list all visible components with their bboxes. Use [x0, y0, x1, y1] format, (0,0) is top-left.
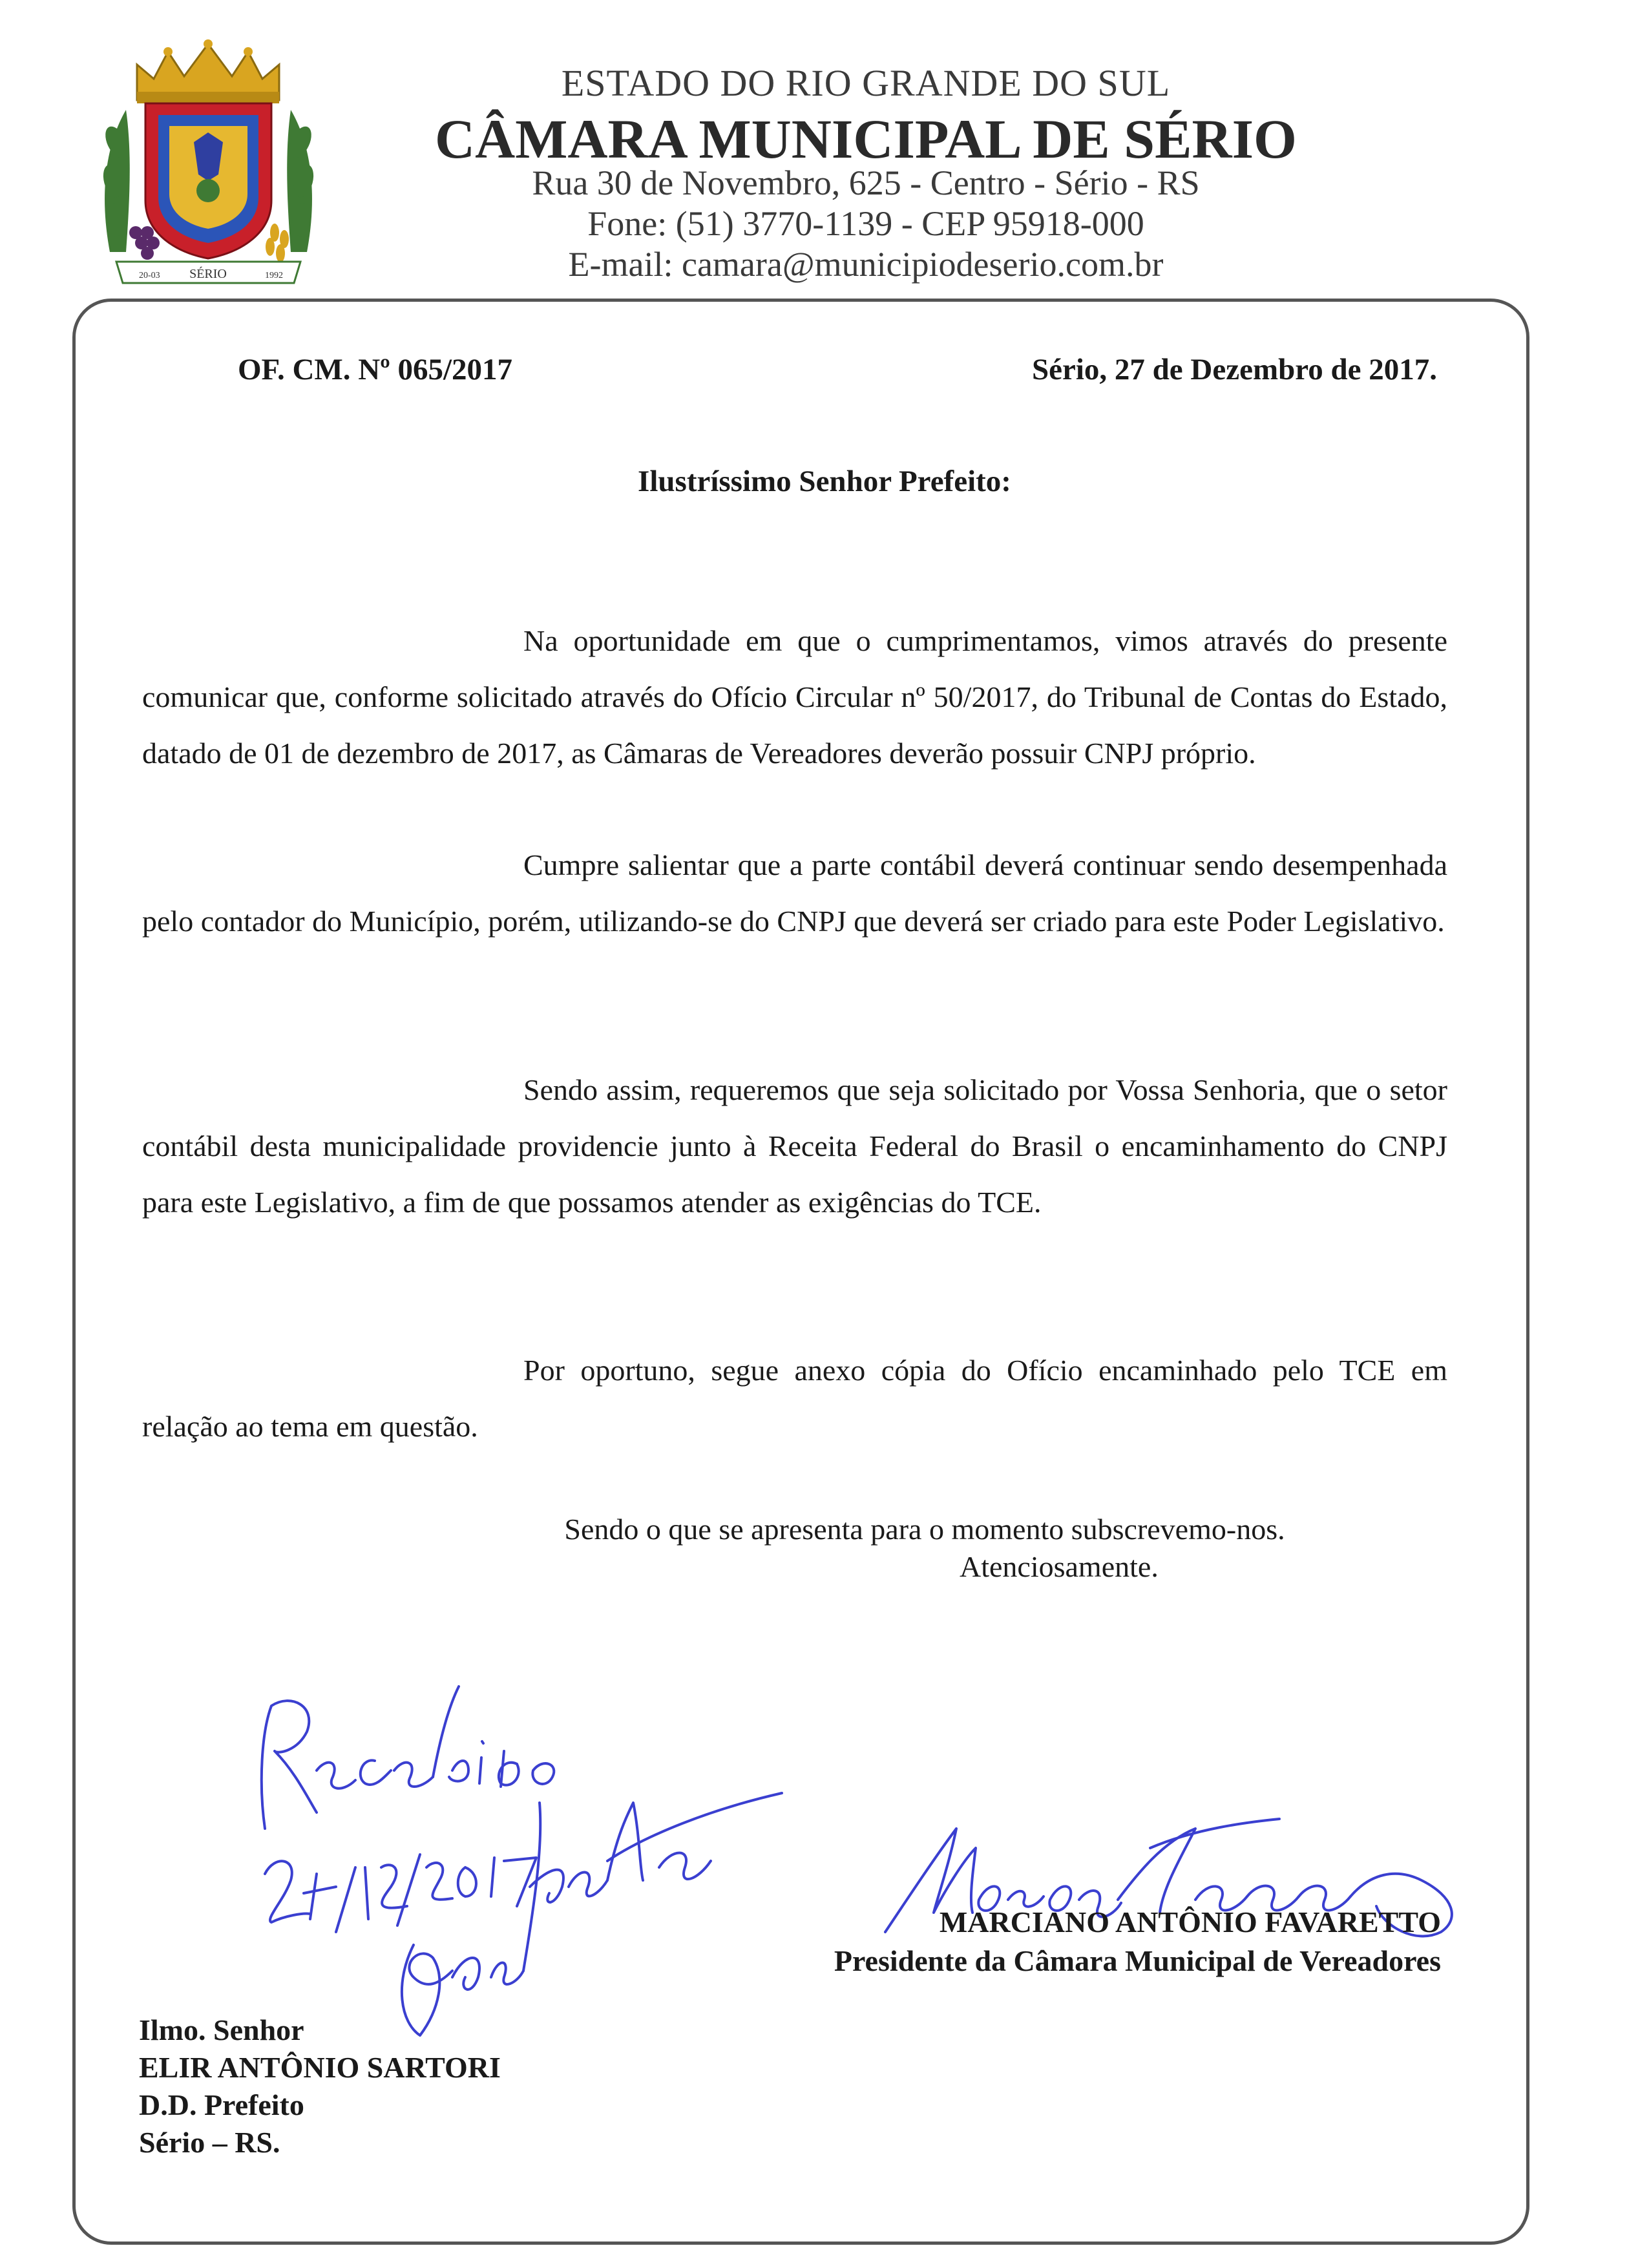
- crest-year-left: 20-03: [139, 271, 160, 280]
- addressee-line-2: ELIR ANTÔNIO SARTORI: [139, 2051, 501, 2084]
- paragraph-3: Sendo assim, requeremos que seja solicitado por Vossa Senhoria, que o setor contábil desta municipalidade providencie junto à Receita Federal do Brasil o encaminhamento do CNPJ para este Legislativo, a fim de que possamos atender as exigências do TCE.: [142, 1073, 1447, 1219]
- laurel-left: [100, 110, 132, 252]
- header-chamber-name: CÂMARA MUNICIPAL DE SÉRIO: [435, 108, 1297, 170]
- shield: [145, 103, 271, 258]
- crest-banner: [116, 262, 300, 283]
- paragraph-4: Por oportuno, segue anexo cópia do Ofício encaminhado pelo TCE em relação ao tema em questão.: [142, 1354, 1447, 1443]
- laurel-right: [285, 110, 317, 252]
- signer-title: Presidente da Câmara Municipal de Vereadores: [834, 1944, 1441, 1977]
- wheat: [266, 224, 289, 262]
- crest-banner-text: SÉRIO: [189, 267, 227, 281]
- addressee-line-1: Ilmo. Senhor: [139, 2013, 304, 2046]
- signer-name: MARCIANO ANTÔNIO FAVARETTO: [939, 1906, 1441, 1938]
- paragraph-2: Cumpre salientar que a parte contábil deverá continuar sendo desempenhada pelo contador do Município, porém, utilizando-se do CNPJ que deverá ser criado para este Poder Legislativo.: [142, 848, 1447, 938]
- header-email: E-mail: camara@municipiodeserio.com.br: [568, 245, 1164, 284]
- coat-of-arms: [97, 39, 320, 288]
- letter-date: Sério, 27 de Dezembro de 2017.: [1032, 353, 1437, 386]
- letter-salutation: Ilustríssimo Senhor Prefeito:: [638, 465, 1011, 498]
- closing-line-2: Atenciosamente.: [960, 1550, 1159, 1583]
- addressee-line-3: D.D. Prefeito: [139, 2088, 304, 2121]
- grapes: [129, 226, 160, 260]
- header-state: ESTADO DO RIO GRANDE DO SUL: [561, 62, 1171, 104]
- header-phone: Fone: (51) 3770-1139 - CEP 95918-000: [587, 204, 1144, 243]
- paragraph-1: Na oportunidade em que o cumprimentamos, vimos através do presente comunicar que, conforme solicitado através do Ofício Circular nº 50/2017, do Tribunal de Contas do Estado, datado de 01 de dezembro de 2017, as Câmaras de Vereadores deverão possuir CNPJ próprio.: [142, 624, 1447, 770]
- crest-year-right: 1992: [265, 271, 283, 280]
- header-address: Rua 30 de Novembro, 625 - Centro - Sério - RS: [532, 163, 1200, 202]
- addressee-line-4: Sério – RS.: [139, 2126, 280, 2159]
- letter-reference: OF. CM. Nº 065/2017: [238, 353, 513, 386]
- crown: [137, 39, 279, 103]
- closing-line-1: Sendo o que se apresenta para o momento subscrevemo-nos.: [564, 1513, 1285, 1546]
